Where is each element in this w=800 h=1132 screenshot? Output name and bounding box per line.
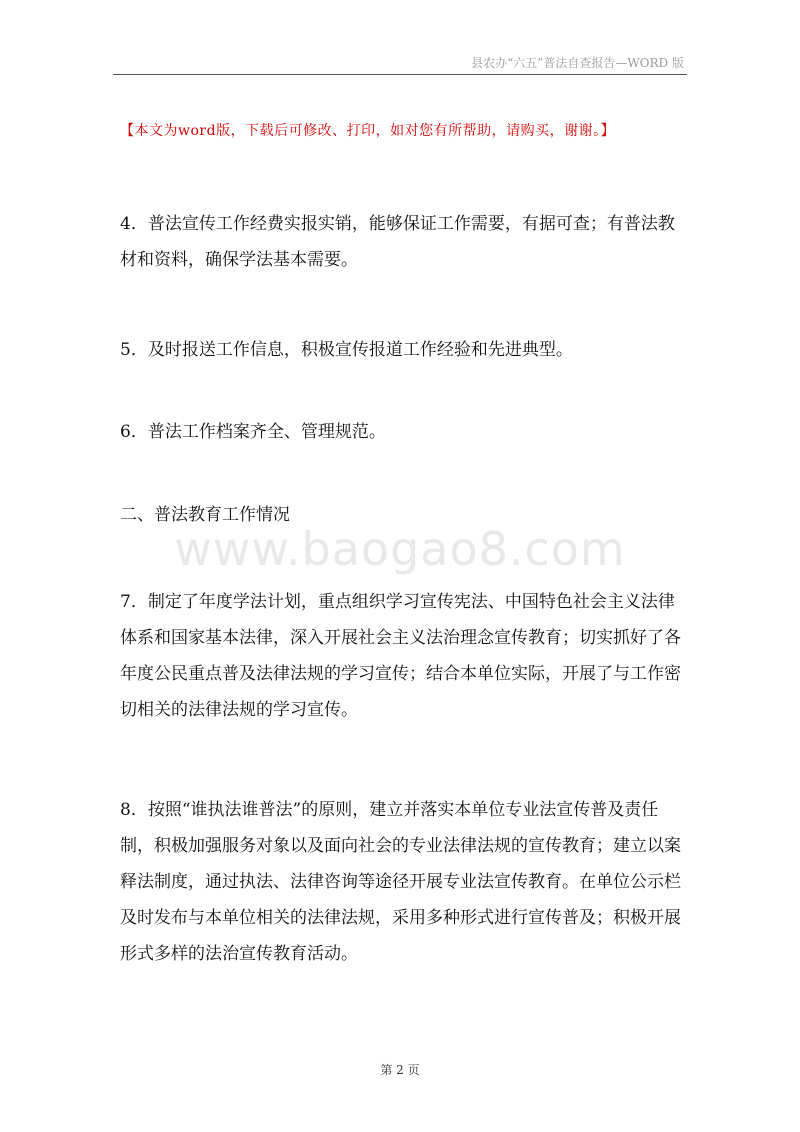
paragraph-4: 4．普法宣传工作经费实报实销，能够保证工作需要，有据可查；有普法教材和资料，确保学法基本需要。 bbox=[120, 214, 675, 270]
section-heading: 二、普法教育工作情况 bbox=[120, 505, 290, 525]
paragraph-6: 6．普法工作档案齐全、管理规范。 bbox=[120, 422, 386, 442]
paragraph-7: 7．制定了年度学法计划，重点组织学习宣传宪法、中国特色社会主义法律体系和国家基本法律，深入开展社会主义法治理念宣传教育；切实抓好了各年度公民重点普及法律法规的学习宣传；结合本单位实际，开展了与工作密切相关的法律法规的学习宣传。 bbox=[120, 592, 681, 720]
page-number: 第 2 页 bbox=[380, 1063, 420, 1077]
paragraph-8: 8．按照“谁执法谁普法”的原则，建立并落实本单位专业法宣传普及责任制，积极加强服务对象以及面向社会的专业法律法规的宣传教育；建立以案释法制度，通过执法、法律咨询等途径开展专业法宣传教育。在单位公示栏及时发布与本单位相关的法律法规，采用多种形式进行宣传普及；积极开展形式多样的法治宣传教育活动。 bbox=[120, 800, 681, 964]
header-rule bbox=[113, 74, 687, 75]
watermark: www.baogao8.com bbox=[174, 522, 626, 576]
running-header: 县农办“六五”普法自查报告—WORD 版 bbox=[471, 56, 684, 70]
purchase-notice: 【本文为word版，下载后可修改、打印，如对您有所帮助，请购买，谢谢。】 bbox=[120, 123, 616, 139]
paragraph-5: 5．及时报送工作信息，积极宣传报道工作经验和先进典型。 bbox=[120, 340, 573, 360]
